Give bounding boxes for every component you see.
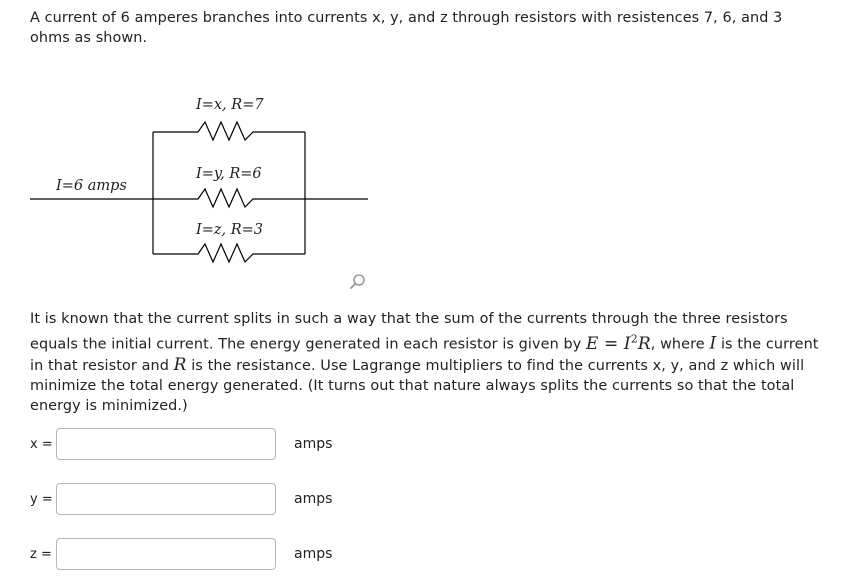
- branch-x-label: I=x, R=7: [196, 97, 264, 113]
- current-symbol: I: [709, 333, 717, 354]
- answer-input-y[interactable]: [56, 483, 276, 515]
- answer-row-z: [0, 538, 420, 572]
- resistance-symbol: R: [173, 354, 187, 375]
- source-current-label: I=6 amps: [56, 178, 127, 194]
- unit-label-z: amps: [294, 546, 333, 562]
- energy-formula: $E = I^2R$: [586, 332, 651, 354]
- unit-label-x: amps: [294, 436, 333, 452]
- problem-intro: A current of 6 amperes branches into currents x, y, and z through resistors with resistences 7, 6, and 3 ohms as shown.: [30, 10, 783, 46]
- answer-input-z[interactable]: [56, 538, 276, 570]
- answer-row-y: [0, 483, 420, 517]
- branch-z-label: I=z, R=3: [196, 222, 264, 238]
- answer-label-x: x =: [30, 437, 53, 452]
- resistor-y: [153, 189, 305, 207]
- answer-row-x: [0, 428, 420, 462]
- resistor-x: [153, 122, 305, 140]
- branch-y-label: I=y, R=6: [196, 166, 262, 182]
- resistor-z: [153, 244, 305, 262]
- problem-statement: It is known that the current splits in such a way that the sum of the currents through the three resistors equals the initial current. The energy generated in each resistor is given by $E = I^2R$, where I is the current in that resistor and R is the resistance. Use Lagrange multipliers to find the currents x, y, and z which will minimize the total energy generated. (It turns out that nature always splits the currents so that the total energy is minimized.): [30, 311, 819, 414]
- answer-input-x[interactable]: [56, 428, 276, 460]
- answer-label-y: y =: [30, 492, 53, 507]
- unit-label-y: amps: [294, 491, 333, 507]
- magnifier-icon[interactable]: [349, 273, 367, 295]
- answer-label-z: z =: [30, 547, 52, 562]
